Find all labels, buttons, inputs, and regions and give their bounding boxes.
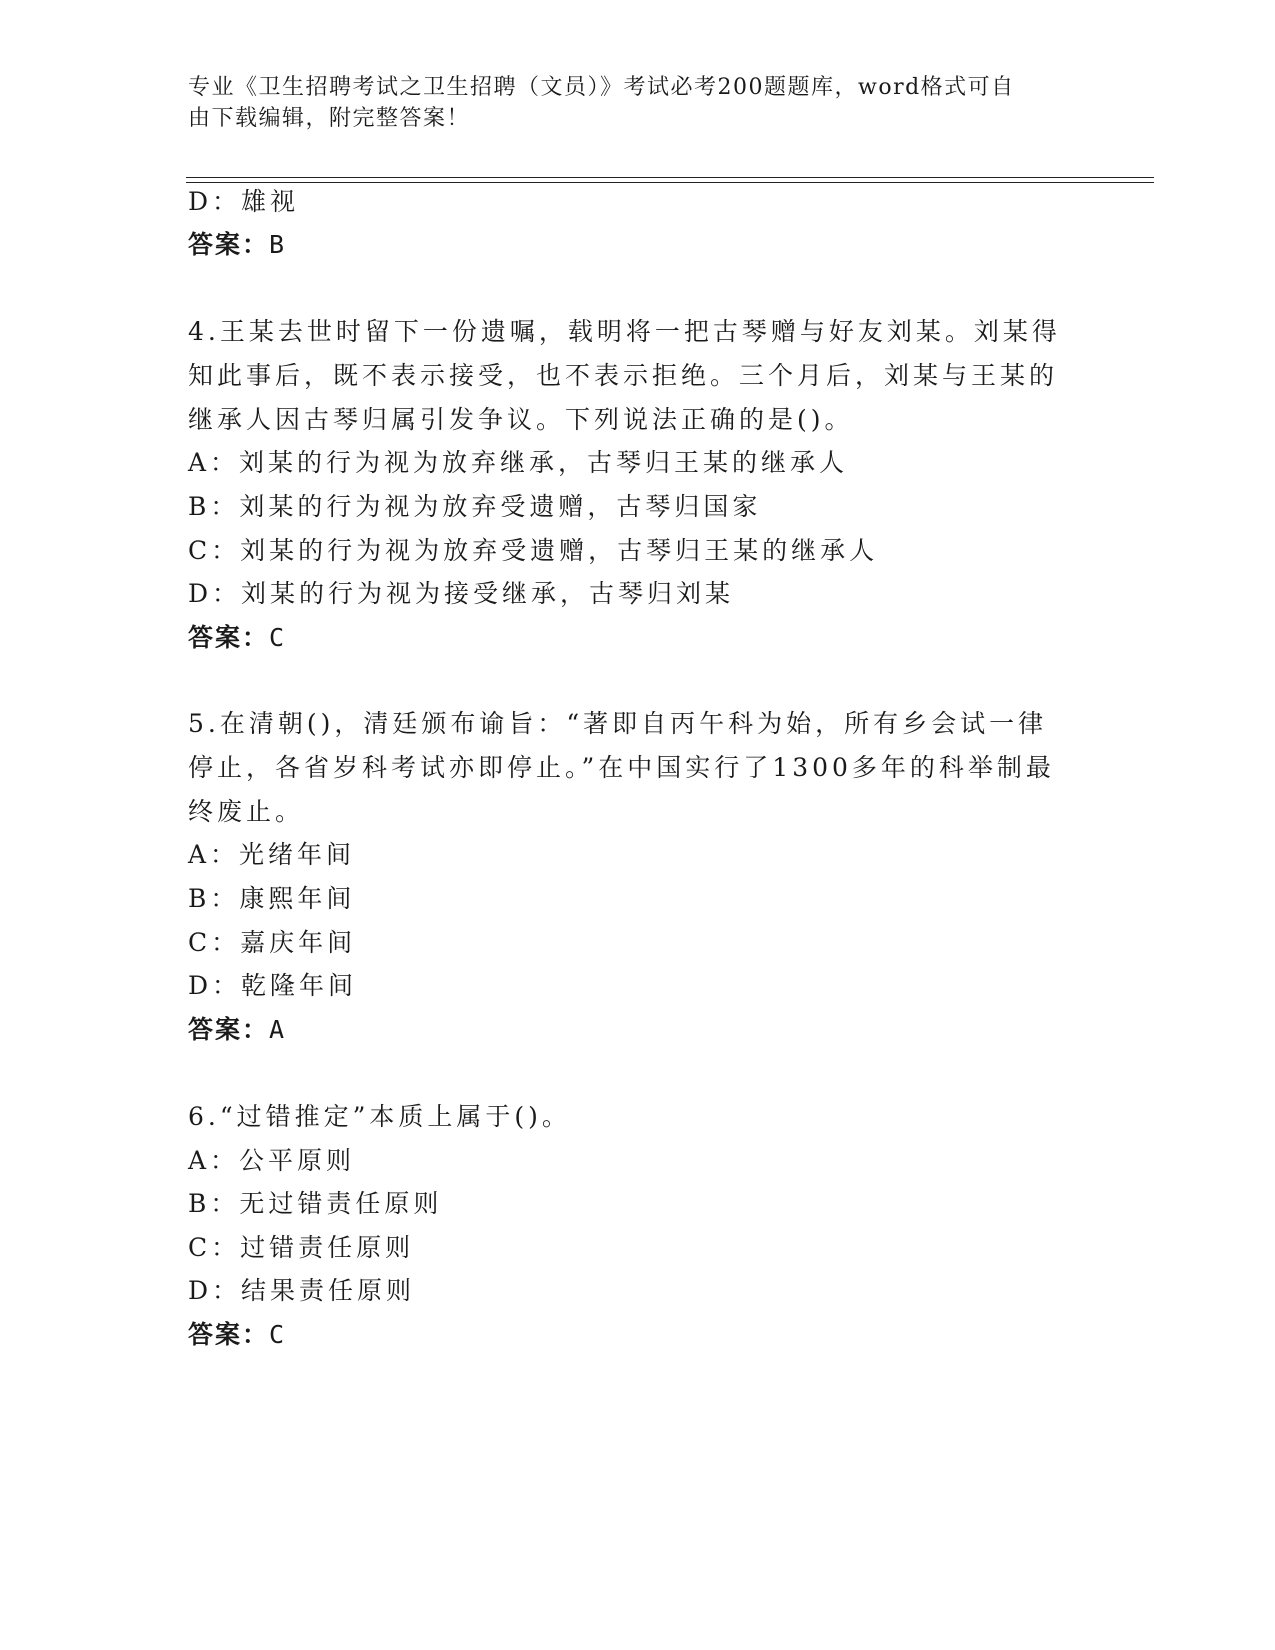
q4-stem-line-2: 知此事后，既不表示接受，也不表示拒绝。三个月后，刘某与王某的 [188,361,1059,390]
answer-value: C [269,623,287,652]
q6-answer [188,1319,286,1351]
header-divider-bottom [186,182,1154,183]
q4-option-b: B：刘某的行为视为放弃受遗赠，古琴归国家 [188,492,762,521]
q6-option-c: C：过错责任原则 [188,1233,415,1262]
q5-option-c: C：嘉庆年间 [188,928,357,957]
q4-answer [188,622,286,654]
answer-value: A [269,1015,287,1044]
answer-label: 答案： [188,623,270,652]
q4-option-d: D：刘某的行为视为接受继承，古琴归刘某 [188,579,735,608]
q5-answer [188,1014,286,1046]
q5-option-d: D：乾隆年间 [188,971,358,1000]
answer-value: C [269,1320,287,1349]
q5-option-b: B：康熙年间 [188,884,356,913]
answer-label: 答案： [188,1320,270,1349]
q6-stem-line-1: 6.“过错推定”本质上属于()。 [188,1102,571,1131]
q5-stem-line-3: 终废止。 [188,797,305,826]
q6-option-a: A：公平原则 [188,1146,356,1175]
header-line-1: 专业《卫生招聘考试之卫生招聘（文员）》考试必考200题题库，word格式可自 [188,75,1015,100]
answer-value: B [269,230,287,259]
q4-stem-line-3: 继承人因古琴归属引发争议。下列说法正确的是()。 [188,405,854,434]
q6-option-d: D：结果责任原则 [188,1276,416,1305]
q3-answer [188,229,286,261]
q4-stem-line-1: 4.王某去世时留下一份遗嘱，载明将一把古琴赠与好友刘某。刘某得 [188,317,1061,346]
q3-option-d: D：雄视 [188,187,300,216]
document-header [188,72,1068,134]
q4-option-a: A：刘某的行为视为放弃继承，古琴归王某的继承人 [188,448,849,477]
q5-stem-line-1: 5.在清朝()，清廷颁布谕旨：“著即自丙午科为始，所有乡会试一律 [188,709,1048,738]
q6-option-b: B：无过错责任原则 [188,1189,443,1218]
q5-stem-line-2: 停止，各省岁科考试亦即停止。”在中国实行了1300多年的科举制最 [188,753,1055,782]
answer-label: 答案： [188,230,270,259]
answer-label: 答案： [188,1015,270,1044]
q5-option-a: A：光绪年间 [188,840,356,869]
header-line-2: 由下载编辑，附完整答案！ [188,106,471,131]
header-divider-top [186,177,1154,178]
q4-option-c: C：刘某的行为视为放弃受遗赠，古琴归王某的继承人 [188,536,879,565]
